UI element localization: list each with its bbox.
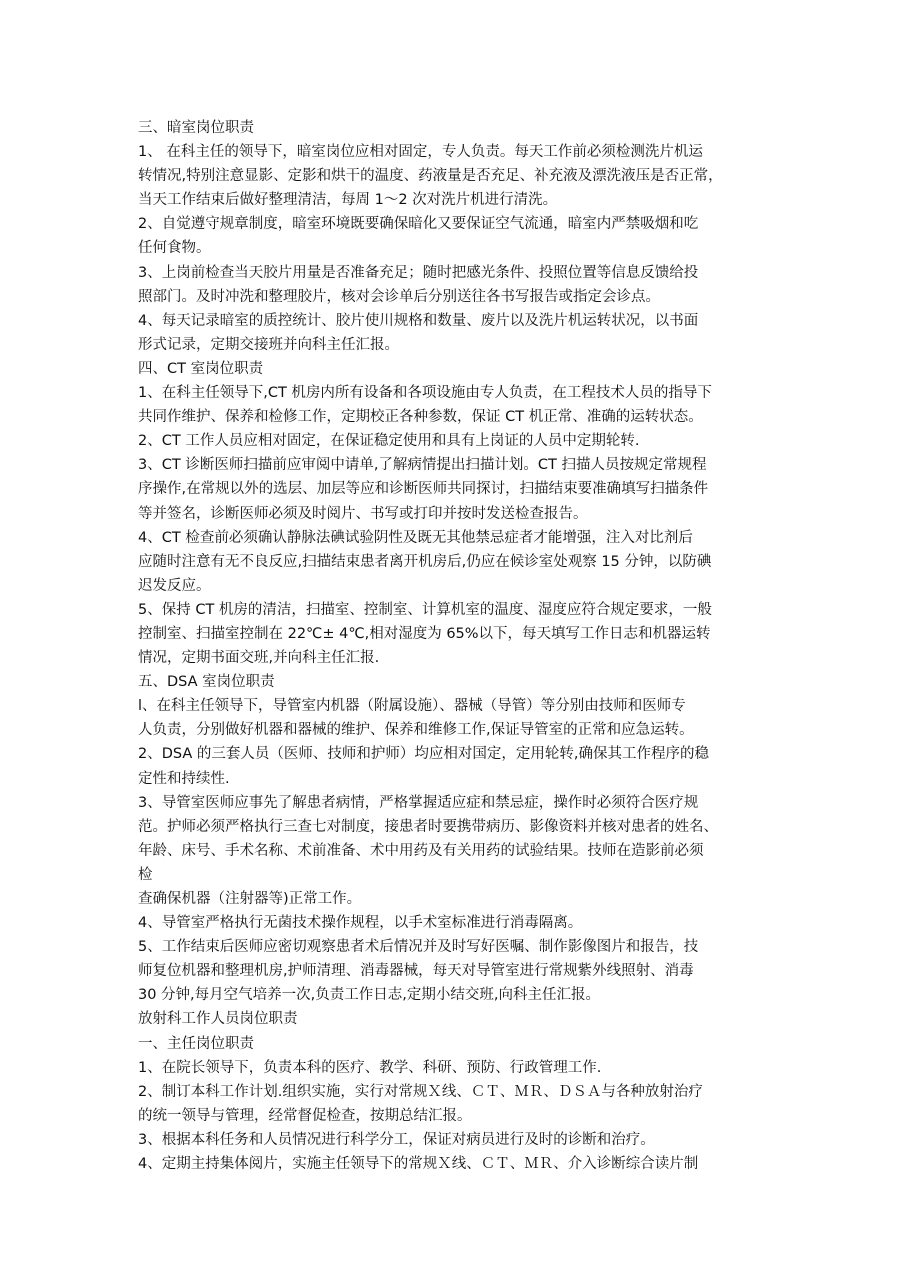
text-line: 2、制订本科工作计划.组织实施，实行对常规Ｘ线、ＣＴ、ＭＲ、ＤＳＡ与各种放射治疗 xyxy=(138,1083,703,1100)
text-line: 3、根据本科任务和人员情况进行科学分工，保证对病员进行及时的诊断和治疗。 xyxy=(138,1131,655,1148)
text-line: 查确保机器（注射器等)正常工作。 xyxy=(138,891,362,907)
text-line: 范。护师必须严格执行三查七对制度，接患者时要携带病历、影像资料并核对患者的姓名、 xyxy=(138,818,718,835)
text-line: 30 分钟,每月空气培养一次,负责工作日志,定期小结交班,向科主任汇报。 xyxy=(138,987,600,1004)
text-line: 的统一领导与管理，经常督促检查，按期总结汇报。 xyxy=(138,1107,472,1124)
text-line: 情况，定期书面交班,并向科主任汇报. xyxy=(138,650,380,667)
text-line: 定性和持续性. xyxy=(138,770,230,787)
text-line: 共同作维护、保养和检修工作，定期校正各种参数，保证 CT 机正常、准确的运转状态。 xyxy=(138,409,703,426)
text-line: 3、导管室医师应事先了解患者病情，严格掌握适应症和禁忌症，操作时必须符合医疗规 xyxy=(138,794,699,811)
text-line: 三、暗室岗位职责 xyxy=(138,120,254,136)
document-body xyxy=(138,116,778,1176)
text-line: 1、 在科主任的领导下，暗室岗位应相对固定，专人负责。每天工作前必须检测洗片机运 xyxy=(138,144,703,161)
text-line: 当天工作结束后做好整理清洁，每周 1～2 次对洗片机进行清洗。 xyxy=(138,192,558,209)
text-line: 师复位机器和整理机房,护师清理、消毒器械，每天对导管室进行常规紫外线照射、消毒 xyxy=(138,963,694,980)
text-line: 形式记录，定期交接班并向科主任汇报。 xyxy=(138,336,399,353)
text-line: 4、定期主持集体阅片，实施主任领导下的常规Ｘ线、ＣＴ、ＭＲ、介入诊断综合读片制 xyxy=(138,1156,699,1173)
text-line: 检 xyxy=(138,866,153,883)
text-line: 四、CT 室岗位职责 xyxy=(138,360,264,377)
text-line: 照部门。及时冲洗和整理胶片，核对会诊单后分别送往各书写报告或指定会诊点。 xyxy=(138,288,660,305)
text-line: 2、CT 工作人员应相对固定，在保证稳定使用和具有上岗证的人员中定期轮转. xyxy=(138,433,640,450)
text-line: 1、在院长领导下，负责本科的医疗、教学、科研、预防、行政管理工作. xyxy=(138,1059,602,1076)
text-line: 等并签名，诊断医师必须及时阅片、书写或打印并按时发送检查报告。 xyxy=(138,505,588,522)
text-line: l、在科主任领导下，导管室内机器（附属设施）、器械（导管）等分别由技师和医师专 xyxy=(138,698,686,715)
text-line: 转情况,特别注意显影、定影和烘干的温度、药液量是否充足、补充液及漂洗液压是否正常， xyxy=(138,168,723,185)
text-line: 4、导管室严格执行无菌技术操作规程，以手术室标准进行消毒隔离。 xyxy=(138,915,583,932)
text-line: 应随时注意有无不良反应,扫描结束患者离开机房后,仍应在候诊室处观察 15 分钟，以防碘 xyxy=(138,553,712,570)
text-line: 5、工作结束后医师应密切观察患者术后情况并及时写好医嘱、制作影像图片和报告，技 xyxy=(138,939,699,956)
text-line: 5、保持 CT 机房的清洁，扫描室、控制室、计算机室的温度、湿度应符合规定要求，一般 xyxy=(138,601,712,618)
text-line: 4、每天记录暗室的质控统计、胶片使川规格和数量、废片以及洗片机运转状况，以书面 xyxy=(138,312,699,329)
text-line: 1、在科主任领导下,CT 机房内所有设备和各项设施由专人负责，在工程技术人员的指导下 xyxy=(138,385,712,402)
text-line: 五、DSA 室岗位职责 xyxy=(138,674,275,691)
text-line: 3、CT 诊断医师扫描前应审阅中请单,了解病情提出扫描计划。CT 扫描人员按规定常规程 xyxy=(138,457,707,474)
text-line: 4、CT 检查前必须确认静脉法碘试验阴性及既无其他禁忌症者才能增强，注入对比剂后 xyxy=(138,529,693,546)
text-line: 年龄、床号、手术名称、术前准备、术中用药及有关用药的试验结果。技师在造影前必须 xyxy=(138,842,704,859)
text-line: 2、自觉遵守规章制度，暗室环境既要确保暗化又要保证空气流通，暗室内严禁吸烟和吃 xyxy=(138,216,699,233)
text-line: 序操作,在常规以外的选层、加层等应和诊断医师共同探讨，扫描结束要准确填写扫描条件 xyxy=(138,481,709,498)
text-line: 控制室、扫描室控制在 22℃± 4℃,相对湿度为 65%以下，每天填写工作日志和机器运转 xyxy=(138,625,711,642)
text-line: 迟发反应。 xyxy=(138,577,211,594)
text-line: 任何食物。 xyxy=(138,240,211,257)
text-line: 2、DSA 的三套人员（医师、技师和护师）均应相对国定，定用轮转,确保其工作程序的稳 xyxy=(138,746,709,763)
text-line: 放射科工作人员岗位职责 xyxy=(138,1011,298,1028)
text-line: 一、主任岗位职责 xyxy=(138,1035,254,1052)
text-line: 3、上岗前检查当天胶片用量是否准备充足；随时把感光条件、投照位置等信息反馈给投 xyxy=(138,264,699,281)
text-line: 人负责，分别做好机器和器械的维护、保养和维修工作,保证导管室的正常和应急运转。 xyxy=(138,722,694,739)
